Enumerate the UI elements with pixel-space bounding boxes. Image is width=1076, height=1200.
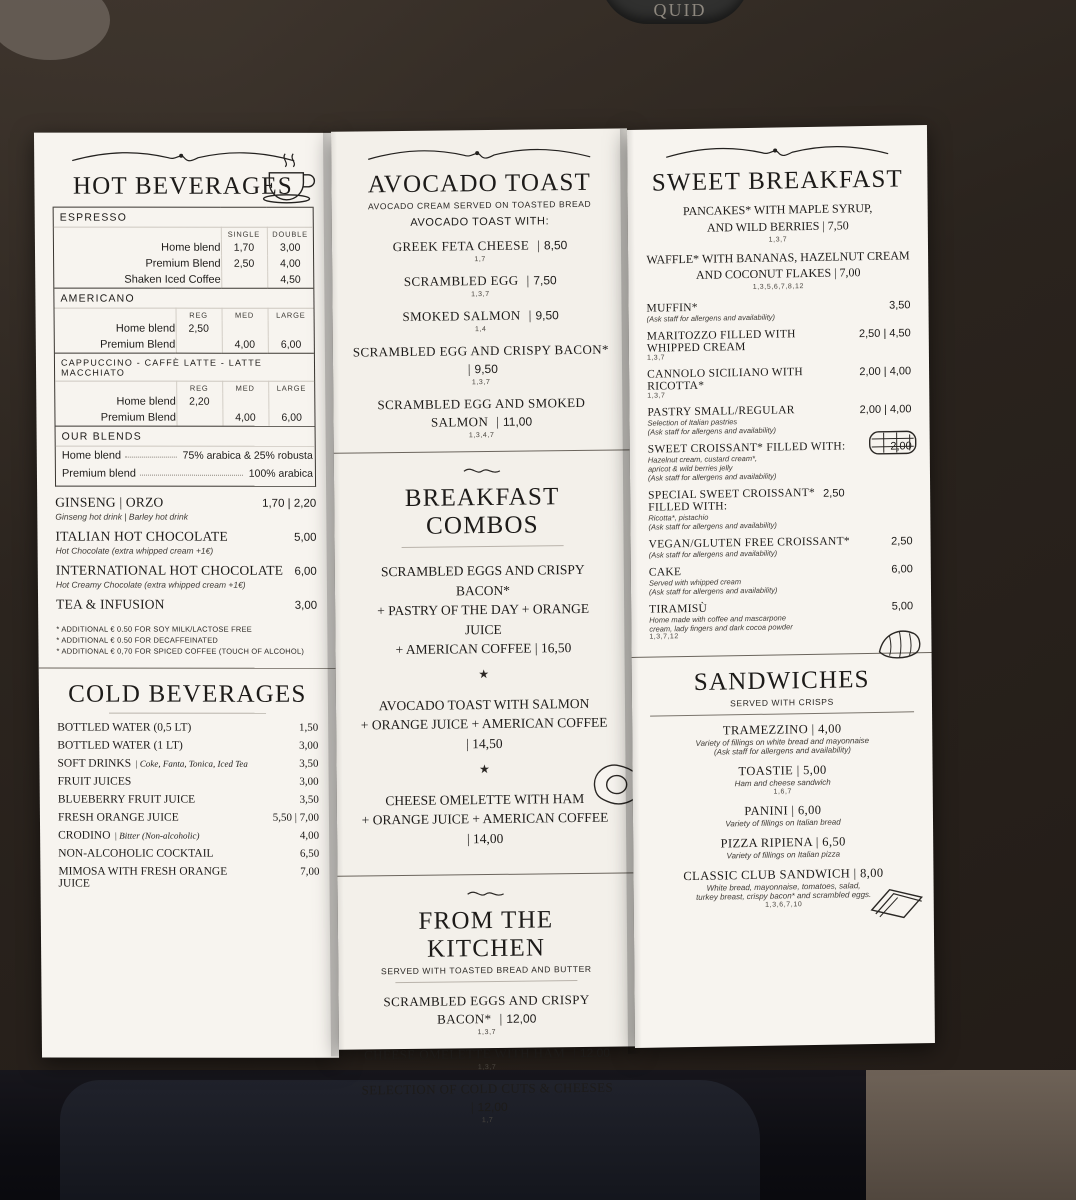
menu-item [58, 866, 319, 890]
menu-item [651, 833, 915, 861]
note-line: * ADDITIONAL € 0.50 FOR DECAFFEINATED [56, 635, 219, 645]
item-name: ITALIAN HOT CHOCOLATE [55, 528, 228, 544]
menu-item: SELECTION OF COLD CUTS & CHEESES | 12,00 [361, 1079, 614, 1115]
blend-value: 75% arabica & 25% robusta [182, 449, 313, 462]
menu-item [58, 830, 319, 842]
row-value: 2,50 [176, 321, 222, 337]
divider [334, 449, 630, 453]
allergen-codes: 1,3,7 [477, 1064, 497, 1072]
allergen-codes: 1,7 [481, 1117, 494, 1125]
item-desc: Variety of fillings on white bread and mayonnaise (Ask staff for allergens and availability) [695, 736, 870, 757]
allergen-codes: 1,3,7 [646, 354, 666, 362]
item-price: 9,50 [474, 361, 498, 377]
menu-item: SCRAMBLED EGG | 7,50 [403, 272, 557, 289]
row-value [221, 272, 267, 288]
row-value [268, 394, 314, 410]
menu-item [56, 597, 317, 613]
item-price: 3,00 [299, 739, 319, 752]
divider [337, 873, 633, 877]
coffee-price-table [53, 207, 316, 487]
item-name: PIZZA RIPIENA | 6,50 [720, 834, 846, 851]
item-price: 6,00 [891, 563, 913, 576]
blend-name: Home blend [61, 449, 122, 462]
col-med: MED [222, 381, 268, 394]
group-cappuccino: CAPPUCCINO - CAFFÈ LATTE - LATTE MACCHIATO [55, 353, 314, 381]
section-title-from-the-kitchen: FROM THE KITCHEN [418, 906, 554, 963]
title-underline [109, 713, 266, 714]
blend-row [56, 465, 315, 486]
item-price: 7,50 [533, 273, 557, 288]
item-name: CRODINO [58, 829, 111, 842]
item-desc: Variety of fillings on Italian bread [725, 817, 841, 829]
allergen-codes: 1,6,7 [773, 788, 793, 796]
item-price: 5,00 [891, 600, 914, 613]
menu-document [34, 126, 952, 1125]
sandwich-items [650, 720, 916, 910]
leader-dots [140, 468, 243, 476]
menu-item: SCRAMBLED EGG AND SMOKED SALMON | 11,00 [377, 394, 586, 430]
item-name: GINSENG | ORZO [55, 494, 164, 510]
headline-item: WAFFLE* WITH BANANAS, HAZELNUT CREAM AND COCONUT FLAKES | 7,00 [646, 247, 910, 283]
item-name: TRAMEZZINO | 4,00 [722, 721, 842, 738]
item-price: 2,50 | 4,50 [858, 327, 911, 341]
item-price: 3,00 [299, 775, 319, 788]
item-price: 2,50 [823, 487, 845, 500]
menu-item [55, 529, 316, 545]
row-value [268, 321, 314, 337]
item-desc: Home made with coffee and mascarpone cream, lady fingers and dark cocoa powder [649, 613, 793, 634]
allergen-codes: 1,3,7,12 [649, 633, 679, 641]
note-line: * ADDITIONAL € 0.50 FOR SOY MILK/LACTOSE FREE [56, 624, 252, 634]
item-name: SCRAMBLED EGGS AND CRISPY BACON* [383, 992, 590, 1027]
menu-item [650, 720, 914, 757]
americano-table [54, 288, 314, 353]
item-name: BLUEBERRY FRUIT JUICE [57, 793, 196, 806]
swirl-ornament [352, 463, 612, 484]
item-price: 2,00 | 4,00 [859, 365, 912, 379]
allergen-codes: 1,3,7 [471, 378, 491, 387]
menu-item [56, 563, 317, 579]
allergen-codes: 1,3,7 [647, 392, 666, 400]
blend-value: 100% arabica [248, 467, 314, 480]
menu-item: SMOKED SALMON | 9,50 [402, 307, 559, 324]
item-price: 5,00 [294, 531, 317, 544]
item-name: INTERNATIONAL HOT CHOCOLATE [55, 562, 284, 578]
combo-item: AVOCADO TOAST WITH SALMON + ORANGE JUICE + AMERICAN COFFEE | 14,50 [360, 695, 608, 752]
item-price: 3,50 [889, 299, 911, 312]
menu-item [57, 758, 318, 770]
avocado-items [350, 236, 612, 441]
cup-brand-text: QUID [653, 0, 707, 20]
item-price: 3,50 [299, 793, 319, 806]
item-desc: Variety of fillings on Italian pizza [726, 849, 841, 861]
allergen-codes: 1,3,7 [768, 235, 788, 244]
title-underline [395, 980, 577, 983]
item-name: TIRAMISÙ [649, 602, 708, 616]
combo-item: CHEESE OMELETTE WITH HAM + ORANGE JUICE + AMERICAN COFFEE | 14,00 [361, 790, 609, 846]
item-name: SMOKED SALMON [402, 307, 521, 324]
menu-item [649, 534, 913, 559]
section-title-cold-beverages: COLD BEVERAGES [68, 680, 307, 708]
item-name: MUFFIN* [646, 302, 698, 315]
allergen-codes: 1,4 [474, 326, 487, 334]
section-subtitle: SERVED WITH TOASTED BREAD AND BUTTER [380, 964, 592, 977]
item-name: SELECTION OF COLD CUTS & CHEESES [361, 1079, 614, 1098]
col-med: MED [222, 308, 268, 321]
item-name: FRUIT JUICES [57, 775, 132, 788]
item-name: SCRAMBLED EGG AND SMOKED SALMON [377, 394, 586, 430]
item-desc: White bread, mayonnaise, tomatoes, salad, turkey breast, crispy bacon* and scrambled eggs. [696, 881, 872, 903]
item-price: 12,00 [477, 1100, 508, 1115]
item-desc: Ham and cheese sandwich [734, 777, 831, 789]
item-name: PASTRY SMALL/REGULAR [647, 404, 795, 419]
hot-drinks-list [55, 495, 317, 613]
menu-item [55, 495, 316, 511]
menu-item: SCRAMBLED EGGS AND CRISPY BACON* | 12,00 [383, 992, 590, 1027]
menu-item [57, 740, 318, 752]
note-line: * ADDITIONAL € 0,70 FOR SPICED COFFEE (TOUCH OF ALCOHOL) [56, 646, 305, 656]
item-price: 2,00 [890, 440, 912, 453]
col-single: SINGLE [221, 227, 267, 240]
additional-notes [56, 625, 317, 656]
item-name: CANNOLO SICILIANO WITH RICOTTA* [647, 366, 804, 393]
row-value: 2,20 [176, 394, 222, 410]
title-underline [402, 545, 563, 548]
item-name: TOASTIE | 5,00 [738, 762, 827, 779]
row-value: 6,00 [268, 410, 314, 426]
item-desc: Served with whipped cream (Ask staff for allergens and availability) [648, 577, 778, 597]
star-separator: ★ [479, 761, 490, 776]
section-subtitle: SERVED WITH CRISPS [730, 696, 834, 709]
menu-item [58, 794, 319, 806]
item-price: 9,50 [535, 308, 559, 323]
row-name: Shaken Iced Coffee [124, 273, 221, 286]
item-desc: Selection of Italian pastries (Ask staff for allergens and availability) [647, 417, 777, 437]
item-name: CLASSIC CLUB SANDWICH | 8,00 [683, 866, 884, 884]
col-reg: REG [176, 308, 222, 321]
col-large: LARGE [268, 308, 314, 321]
menu-item [648, 485, 912, 531]
page-title-hot-beverages: HOT BEVERAGES [72, 172, 294, 200]
row-value: 6,00 [268, 337, 314, 353]
item-price: 6,00 [294, 565, 317, 578]
floor [866, 1070, 1076, 1200]
item-price: 1,50 [298, 721, 319, 734]
allergen-codes: 1,7 [474, 256, 486, 264]
row-value: 2,50 [221, 256, 267, 272]
flourish-ornament-right [645, 141, 909, 163]
row-value [222, 394, 268, 410]
menu-item [58, 848, 319, 860]
croissant-icon [873, 623, 925, 669]
item-name: CHEESE OMELETTE WITH HAM [364, 1045, 566, 1063]
row-name: Premium Blend [145, 257, 221, 270]
menu-item [651, 761, 915, 797]
menu-item [649, 562, 913, 596]
allergen-codes: 1,3,7 [477, 1029, 497, 1037]
star-separator: ★ [478, 666, 490, 681]
item-name: SCRAMBLED EGG [403, 272, 519, 289]
row-value: 4,00 [222, 410, 268, 426]
item-desc: Hazelnut cream, custard cream*, apricot & wild berries jelly (Ask staff for allergens and availability) [647, 454, 777, 483]
item-desc: Ginseng hot drink | Barley hot drink [55, 511, 188, 522]
item-price: 5,50 | 7,00 [272, 811, 320, 824]
item-price: 3,00 [294, 599, 318, 612]
row-name: Home blend [116, 395, 176, 408]
title-underline [650, 711, 914, 716]
espresso-table [54, 207, 314, 288]
coffee-cup-icon [261, 151, 318, 210]
blend-name: Premium blend [61, 467, 136, 480]
row-name: Premium Blend [100, 411, 177, 424]
leader-dots [125, 450, 177, 458]
sandwich-icon [868, 883, 926, 929]
item-price: 12,00 [579, 1045, 611, 1061]
allergen-codes: 1,3,7 [471, 290, 490, 299]
menu-item [651, 801, 915, 829]
blend-row [56, 447, 315, 465]
menu-panel-right [627, 125, 935, 1048]
menu-item [646, 298, 910, 323]
item-price: 1,70 | 2,20 [262, 497, 317, 510]
row-name: Home blend [115, 322, 176, 335]
row-value: 4,00 [267, 256, 313, 272]
item-desc: | Coke, Fanta, Tonica, Iced Tea [135, 758, 248, 769]
item-name: TEA & INFUSION [56, 596, 165, 612]
allergen-codes: 1,3,6,7,10 [765, 901, 803, 909]
item-price: 7,00 [300, 865, 320, 878]
row-value: 4,50 [267, 272, 313, 288]
allergen-codes: 1,3,5,6,7,8,12 [752, 283, 804, 292]
menu-item [58, 812, 319, 824]
col-double: DOUBLE [267, 227, 313, 240]
waffle-icon [866, 425, 920, 465]
item-name: SPECIAL SWEET CROISSANT* FILLED WITH: [648, 487, 816, 514]
item-name: BOTTLED WATER (0,5 LT) [57, 721, 192, 734]
menu-item [647, 326, 911, 361]
item-name: PANINI | 6,00 [744, 803, 822, 819]
sweet-items [646, 298, 913, 640]
section-title-breakfast-combos: BREAKFAST COMBOS [404, 483, 560, 540]
section-subtitle: AVOCADO CREAM SERVED ON TOASTED BREAD [367, 198, 592, 212]
item-price: 8,50 [543, 238, 568, 253]
item-desc: Ricotta*, pistachio (Ask staff for allergens and availability) [648, 512, 777, 532]
item-name: GREEK FETA CHEESE [392, 237, 530, 255]
item-name: SOFT DRINKS [57, 757, 132, 770]
avocado-lead-in: AVOCADO TOAST WITH: [410, 215, 550, 229]
row-value: 1,70 [221, 240, 267, 256]
row-value: 4,00 [222, 337, 268, 353]
item-price: 12,00 [506, 1011, 537, 1027]
section-title-sweet-breakfast: SWEET BREAKFAST [651, 165, 904, 197]
menu-item: CHEESE OMELETTE WITH HAM | 12,00 [364, 1045, 611, 1063]
col-large: LARGE [268, 381, 314, 394]
swirl-ornament [356, 886, 616, 907]
menu-panel-middle [331, 128, 635, 1125]
menu-item: SCRAMBLED EGG AND CRISPY BACON* | 9,50 [352, 341, 609, 377]
cold-beverages-list [57, 722, 319, 890]
cappuccino-table [55, 353, 315, 426]
menu-item [58, 776, 319, 788]
item-name: MARITOZZO FILLED WITH WHIPPED CREAM [646, 328, 796, 355]
item-name: BOTTLED WATER (1 LT) [57, 739, 183, 752]
combo-item: SCRAMBLED EGGS AND CRISPY BACON* + PASTRY OF THE DAY + ORANGE JUICE + AMERICAN COFFEE | 16,50 [377, 561, 590, 658]
flourish-ornament-mid [349, 145, 609, 166]
group-americano: AMERICANO [54, 288, 313, 308]
item-desc: Hot Creamy Chocolate (extra whipped cream +1€) [55, 579, 246, 590]
item-name: SCRAMBLED EGG AND CRISPY BACON* [352, 341, 609, 360]
menu-panel-left [34, 133, 339, 1058]
item-name: NON-ALCOHOLIC COCKTAIL [58, 847, 214, 860]
kitchen-items [356, 991, 617, 1126]
menu-item [57, 722, 318, 734]
group-our-blends: OUR BLENDS [56, 426, 315, 447]
item-price: 3,50 [299, 757, 319, 770]
item-name: CAKE [648, 566, 682, 579]
allergen-codes: 1,3,4,7 [468, 431, 495, 440]
item-price: 4,00 [299, 829, 320, 842]
item-desc: (Ask staff for allergens and availability) [646, 312, 776, 324]
row-value: 3,00 [267, 240, 313, 256]
menu-item [647, 364, 911, 399]
item-price: 2,00 | 4,00 [859, 403, 912, 417]
section-title-avocado-toast: AVOCADO TOAST [367, 168, 592, 199]
group-espresso: ESPRESSO [54, 207, 313, 227]
item-desc: Hot Chocolate (extra whipped cream +1€) [55, 545, 214, 556]
row-name: Premium Blend [100, 338, 176, 351]
row-value [176, 410, 222, 426]
item-desc: (Ask staff for allergens and availability) [648, 548, 778, 560]
row-value [222, 321, 268, 337]
col-reg: REG [176, 381, 222, 394]
menu-item: GREEK FETA CHEESE | 8,50 [392, 237, 568, 255]
item-desc: | Bitter (Non-alcoholic) [114, 830, 200, 841]
row-name: Home blend [161, 241, 221, 254]
item-name: MIMOSA WITH FRESH ORANGE JUICE [58, 865, 228, 890]
item-price: 11,00 [502, 414, 533, 429]
row-value [176, 337, 222, 353]
item-name: VEGAN/GLUTEN FREE CROISSANT* [648, 535, 850, 551]
item-price: 2,50 [891, 535, 913, 548]
divider [39, 668, 336, 669]
headline-item: PANCAKES* WITH MAPLE SYRUP, AND WILD BERRIES | 7,50 [682, 200, 873, 235]
item-name: FRESH ORANGE JUICE [57, 811, 179, 824]
item-price: 6,50 [299, 847, 320, 860]
section-title-sandwiches: SANDWICHES [693, 666, 870, 697]
item-name: SWEET CROISSANT* FILLED WITH: [647, 440, 846, 456]
